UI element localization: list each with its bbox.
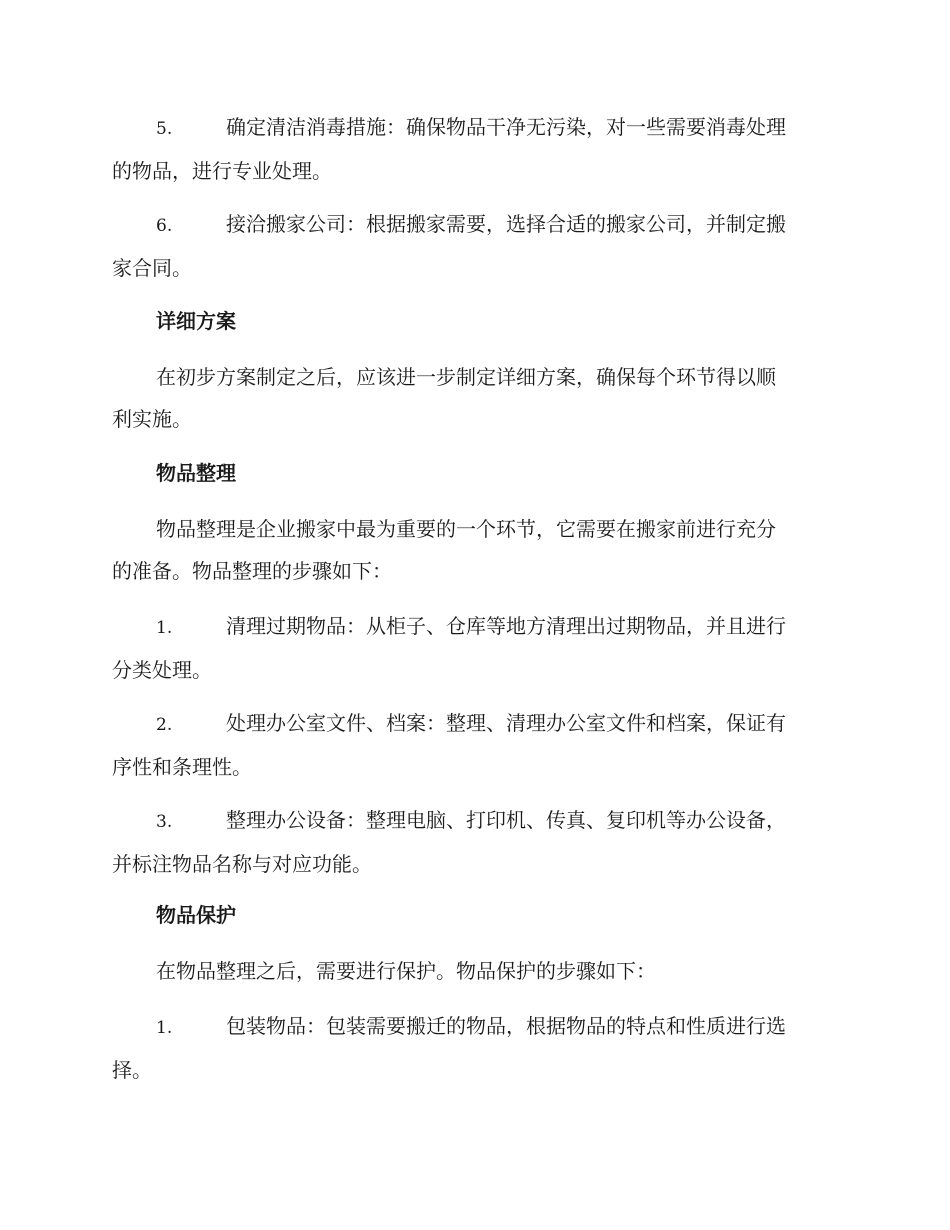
paragraph: 在初步方案制定之后，应该进一步制定详细方案，确保每个环节得以顺 利实施。 bbox=[112, 365, 776, 431]
list-item bbox=[112, 1005, 837, 1091]
section-heading: 详细方案 bbox=[156, 309, 236, 333]
list-number: 1. bbox=[156, 618, 173, 638]
list-number: 5. bbox=[156, 119, 173, 139]
list-number: 2. bbox=[156, 715, 173, 735]
list-text: 接洽搬家公司：根据搬家需要，选择合适的搬家公司，并制定搬 bbox=[226, 212, 786, 236]
list-item bbox=[112, 799, 837, 885]
list-text-continuation: 分类处理。 bbox=[112, 658, 212, 682]
paragraph: 在物品整理之后，需要进行保护。物品保护的步骤如下： bbox=[156, 959, 656, 983]
list-item bbox=[112, 106, 837, 192]
list-text-continuation: 序性和条理性。 bbox=[112, 755, 252, 779]
list-text-continuation: 的物品，进行专业处理。 bbox=[112, 159, 332, 183]
section-heading: 物品整理 bbox=[156, 461, 236, 485]
list-text: 确定清洁消毒措施：确保物品干净无污染，对一些需要消毒处理 bbox=[226, 115, 786, 139]
list-number: 6. bbox=[156, 216, 173, 236]
section-heading: 物品保护 bbox=[156, 903, 236, 927]
list-text-continuation: 家合同。 bbox=[112, 256, 192, 280]
list-item bbox=[112, 702, 837, 788]
list-text-continuation: 并标注物品名称与对应功能。 bbox=[112, 852, 372, 876]
list-text: 包装物品：包装需要搬迁的物品，根据物品的特点和性质进行选 bbox=[226, 1014, 786, 1038]
list-item bbox=[112, 203, 837, 289]
list-number: 1. bbox=[156, 1018, 173, 1038]
paragraph: 物品整理是企业搬家中最为重要的一个环节，它需要在搬家前进行充分 的准备。物品整理的步骤如下： bbox=[112, 517, 776, 583]
list-text: 清理过期物品：从柜子、仓库等地方清理出过期物品，并且进行 bbox=[226, 614, 786, 638]
list-text-continuation: 择。 bbox=[112, 1058, 152, 1082]
list-text: 处理办公室文件、档案：整理、清理办公室文件和档案，保证有 bbox=[226, 711, 786, 735]
list-item bbox=[112, 605, 837, 691]
list-number: 3. bbox=[156, 812, 173, 832]
list-text: 整理办公设备：整理电脑、打印机、传真、复印机等办公设备， bbox=[226, 808, 786, 832]
